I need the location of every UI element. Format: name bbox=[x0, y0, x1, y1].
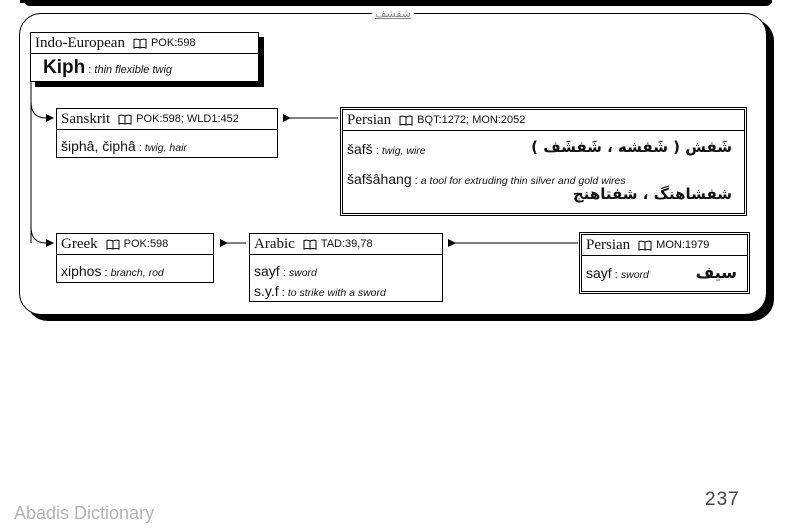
gloss: sword bbox=[288, 267, 317, 279]
branch-to-greek bbox=[31, 227, 46, 243]
node-persian-2: Persian MON:1979 sayf : sword سیف bbox=[579, 232, 750, 294]
reference: POK:598 bbox=[150, 37, 196, 49]
gloss: twig, wire bbox=[381, 145, 426, 157]
headword: šafšâhang bbox=[347, 171, 412, 187]
headword: šiphâ, čiphâ bbox=[61, 138, 136, 154]
arrow-sanskrit bbox=[46, 114, 54, 122]
headword: šafš bbox=[347, 141, 373, 157]
top-caption[interactable]: شفشف bbox=[372, 7, 414, 20]
node-greek: Greek POK:598 xiphos : branch, rod bbox=[56, 233, 214, 283]
persian-script: شَفش ( شَفشه ، شَفشَف ) bbox=[531, 138, 732, 156]
reference: POK:598 bbox=[123, 238, 169, 250]
branch-to-sanskrit bbox=[31, 102, 46, 118]
language-label: Indo-European bbox=[35, 34, 125, 51]
persian-script: شفشاهنگ ، شفتاهنج bbox=[572, 185, 732, 203]
language-label: Persian bbox=[586, 236, 631, 253]
gloss: a tool for extruding thin silver and gold wires bbox=[420, 175, 626, 187]
arrow-persian2 bbox=[448, 239, 456, 247]
book-icon bbox=[133, 38, 147, 49]
gloss: sword bbox=[620, 269, 649, 281]
watermark: Abadis Dictionary bbox=[14, 503, 155, 523]
gloss: twig, hair bbox=[144, 142, 187, 154]
persian-script: سیف bbox=[695, 263, 737, 282]
language-label: Arabic bbox=[254, 235, 295, 252]
page-number: 237 bbox=[705, 489, 740, 510]
node-persian-1: Persian BQT:1272; MON:2052 šafš : twig, wire شَفش ( شَفشه ، شَفشَف ) šafšâhang : a tool for extruding thin silver and gold wires شفشاهنگ ، شفتاهنج bbox=[340, 107, 747, 216]
headword: xiphos bbox=[61, 263, 102, 279]
node-indo-european: Indo-European POK:598 Kiph : thin flexible twig bbox=[30, 32, 259, 82]
gloss: branch, rod bbox=[110, 267, 164, 279]
reference: MON:1979 bbox=[656, 239, 710, 251]
arrow-arabic bbox=[220, 239, 228, 247]
node-arabic: Arabic TAD:39,78 sayf : sword s.y.f : to strike with a sword bbox=[249, 233, 443, 302]
reference: TAD:39,78 bbox=[320, 238, 373, 250]
gloss: thin flexible twig bbox=[94, 64, 173, 76]
book-icon bbox=[118, 114, 132, 125]
book-icon bbox=[303, 239, 317, 250]
node-sanskrit: Sanskrit POK:598; WLD1:452 šiphâ, čiphâ : twig, hair bbox=[56, 108, 278, 158]
book-icon bbox=[638, 240, 652, 251]
headword: Kiph bbox=[43, 57, 86, 78]
arrow-greek bbox=[46, 239, 54, 247]
reference: BQT:1272; MON:2052 bbox=[417, 114, 526, 126]
headword: sayf bbox=[254, 263, 280, 279]
reference: POK:598; WLD1:452 bbox=[136, 113, 239, 125]
book-icon bbox=[106, 239, 120, 250]
book-icon bbox=[399, 115, 413, 126]
language-label: Greek bbox=[61, 235, 98, 252]
arrow-persian1 bbox=[283, 114, 291, 122]
language-label: Sanskrit bbox=[61, 110, 111, 127]
headword: sayf bbox=[586, 265, 612, 281]
language-label: Persian bbox=[347, 111, 392, 128]
gloss: to strike with a sword bbox=[287, 287, 386, 299]
headword: s.y.f bbox=[254, 283, 279, 299]
